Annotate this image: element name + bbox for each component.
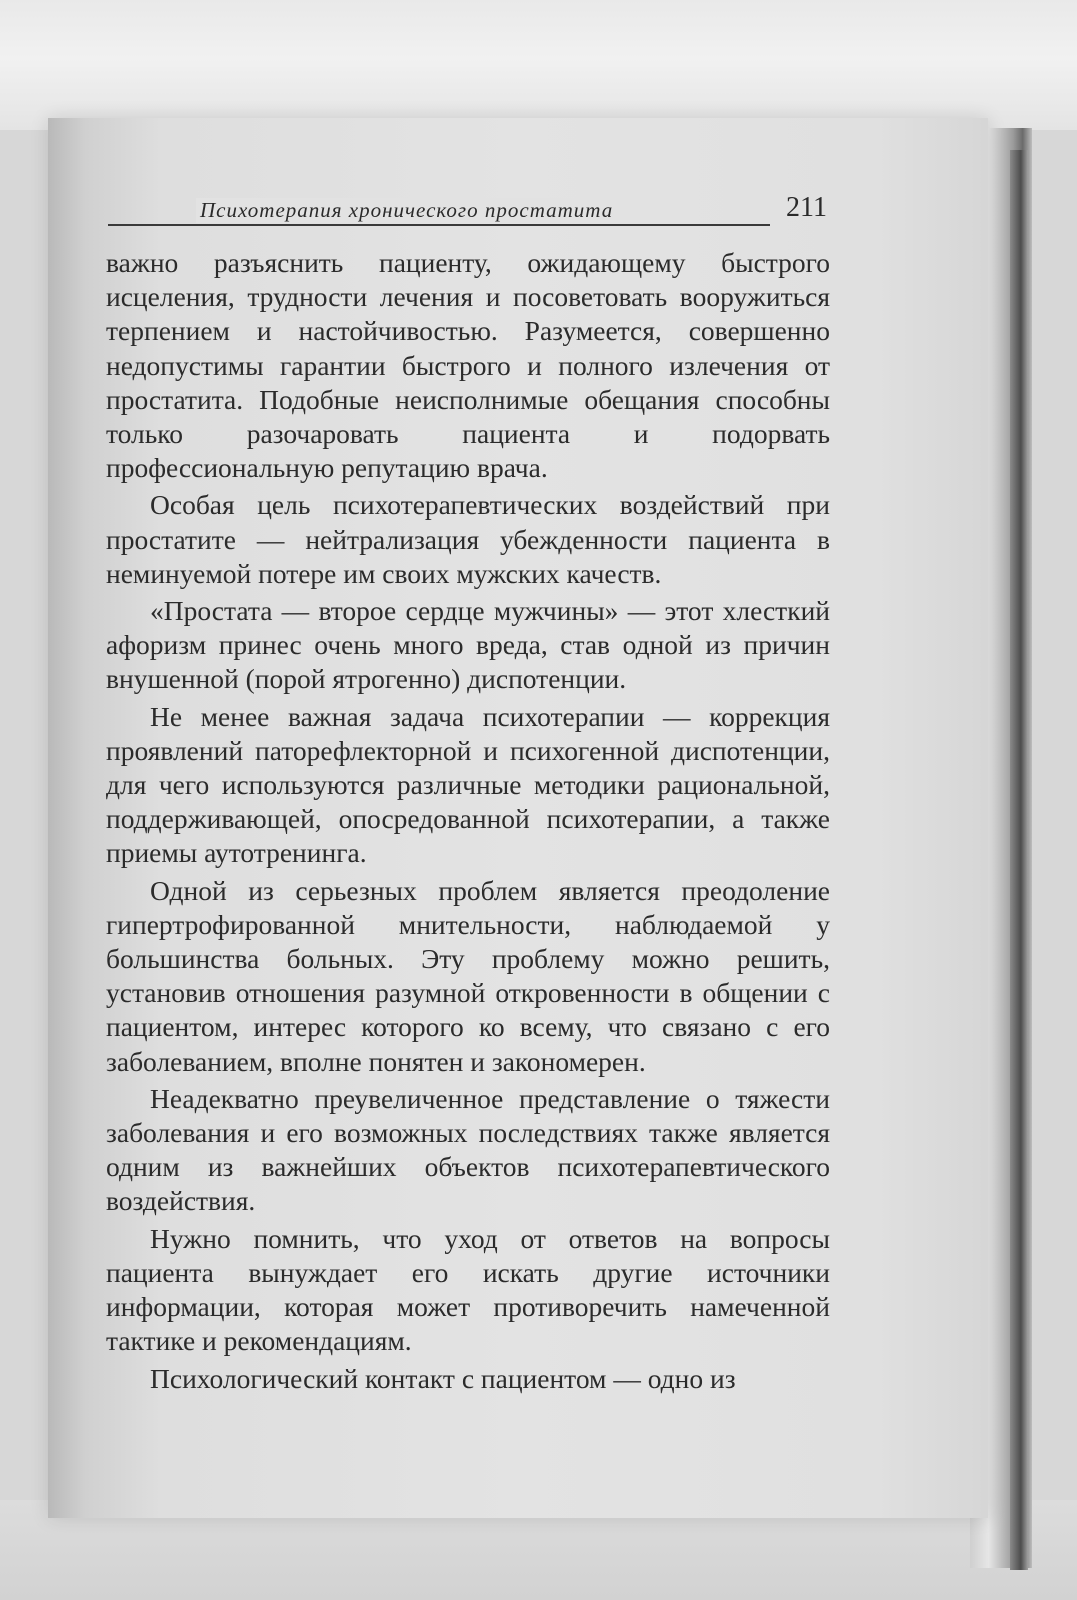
page-number: 211 (786, 192, 827, 223)
paragraph-7: Нужно помнить, что уход от ответов на вопросы пациента вынуждает его искать другие источники информации, которая может противоречить намеченной тактике и рекомендациям. (106, 1222, 830, 1357)
paragraph-8: Психологический контакт с пациентом — одно из (150, 1362, 736, 1394)
paragraph-4: Не менее важная задача психотерапии — коррекция проявлений паторефлекторной и психогенной диспотенции, для чего используются различные методики рациональной, поддерживающей, опосредованной психотерапии, а также приемы аутотренинга. (106, 700, 830, 869)
running-title: Психотерапия хронического простатита (196, 198, 617, 223)
scan-background-top (0, 0, 1077, 130)
paragraph-5: Одной из серьезных проблем является преодоление гипертрофированной мнительности, наблюдаемой у большинства больных. Эту проблему можно решить, установив отношения разумной откровенности в общении с пациентом, интерес которого ко всему, что связано с его заболеванием, вполне понятен и закономерен. (106, 874, 830, 1077)
paragraph-2: Особая цель психотерапевтических воздействий при простатите — нейтрализация убежденности пациента в неминуемой потере им своих мужских качеств. (106, 489, 830, 589)
paragraph-6: Неадекватно преувеличенное представление о тяжести заболевания и его возможных последствиях также является одним из важнейших объектов психотерапевтического воздействия. (106, 1082, 830, 1217)
header-rule (108, 224, 770, 226)
book-binding-shadow (1010, 150, 1028, 1570)
paragraph-3: «Простата — второе сердце мужчины» — этот хлесткий афоризм принес очень много вреда, став одной из причин внушенной (порой ятрогенно) диспотенции. (106, 595, 830, 695)
running-header (108, 192, 830, 236)
paragraph-1: важно разъяснить пациенту, ожидающему быстрого исцеления, трудности лечения и посоветовать вооружиться терпением и настойчивостью. Разумеется, совершенно недопустимы гарантии быстрого и полного излечения от простатита. Подобные неисполнимые обещания способны только разочаровать пациента и подорвать профессиональную репутацию врача. (106, 247, 830, 484)
body-text (106, 246, 830, 1399)
